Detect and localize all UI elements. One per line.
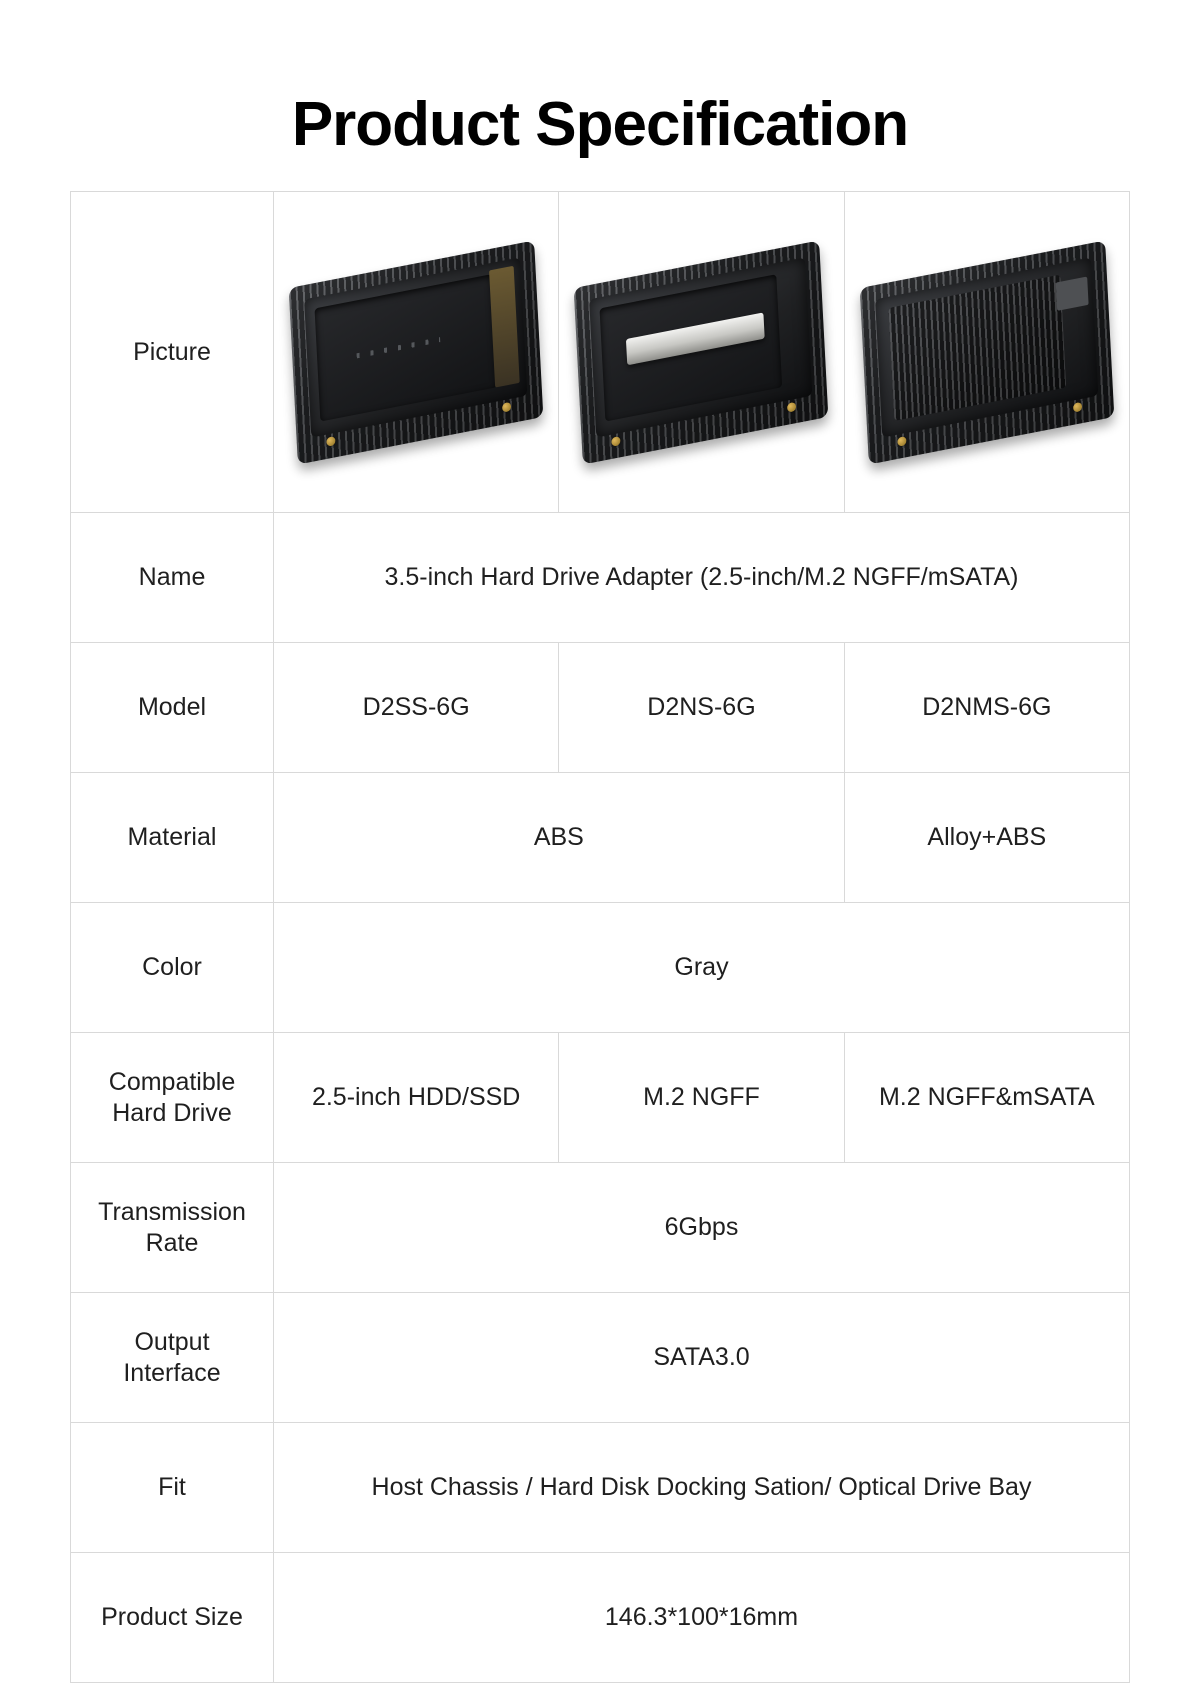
product-image-1	[289, 240, 544, 464]
cell-material-1: ABS	[274, 773, 845, 903]
table-row-compatible-hard-drive	[71, 1033, 1130, 1163]
page-title: Product Specification	[291, 90, 909, 159]
cell-material-2: Alloy+ABS	[844, 773, 1129, 903]
row-label-rate-line1: Transmission	[98, 1198, 246, 1227]
row-label-output-line1: Output	[134, 1328, 210, 1357]
product-image-cell-1	[274, 192, 559, 513]
table-row-picture	[71, 192, 1130, 513]
cell-model-2: D2NS-6G	[559, 643, 844, 773]
table-row-output-interface	[71, 1293, 1130, 1423]
table-row-fit	[71, 1423, 1130, 1553]
product-image-2	[574, 240, 829, 464]
row-label-output-interface	[71, 1293, 274, 1423]
cell-fit-value: Host Chassis / Hard Disk Docking Sation/ Optical Drive Bay	[274, 1423, 1130, 1553]
specification-table	[70, 191, 1130, 1683]
product-image-cell-2	[559, 192, 844, 513]
row-label-compatible-hard-drive	[71, 1033, 274, 1163]
row-label-model: Model	[71, 643, 274, 773]
row-label-output-line2: Interface	[123, 1358, 221, 1387]
cell-product-size-value: 146.3*100*16mm	[274, 1553, 1130, 1683]
table-row-color	[71, 903, 1130, 1033]
table-row-model	[71, 643, 1130, 773]
cell-compatible-3: M.2 NGFF&mSATA	[844, 1033, 1129, 1163]
cell-model-1: D2SS-6G	[274, 643, 559, 773]
table-row-transmission-rate	[71, 1163, 1130, 1293]
row-label-color: Color	[71, 903, 274, 1033]
row-label-compatible-line2: Hard Drive	[112, 1098, 232, 1127]
row-label-transmission-rate	[71, 1163, 274, 1293]
table-row-product-size	[71, 1553, 1130, 1683]
cell-transmission-rate-value: 6Gbps	[274, 1163, 1130, 1293]
cell-color-value: Gray	[274, 903, 1130, 1033]
row-label-material: Material	[71, 773, 274, 903]
table-row-name	[71, 513, 1130, 643]
cell-output-interface-value: SATA3.0	[274, 1293, 1130, 1423]
product-image-3	[860, 240, 1115, 464]
row-label-compatible-line1: Compatible	[108, 1068, 236, 1097]
cell-compatible-1: 2.5-inch HDD/SSD	[274, 1033, 559, 1163]
row-label-name: Name	[71, 513, 274, 643]
cell-compatible-2: M.2 NGFF	[559, 1033, 844, 1163]
row-label-rate-line2: Rate	[145, 1228, 199, 1257]
row-label-product-size: Product Size	[71, 1553, 274, 1683]
row-label-fit: Fit	[71, 1423, 274, 1553]
row-label-picture: Picture	[71, 192, 274, 513]
table-row-material	[71, 773, 1130, 903]
product-image-cell-3	[844, 192, 1129, 513]
cell-model-3: D2NMS-6G	[844, 643, 1129, 773]
cell-name-value: 3.5-inch Hard Drive Adapter (2.5-inch/M.2 NGFF/mSATA)	[274, 513, 1130, 643]
